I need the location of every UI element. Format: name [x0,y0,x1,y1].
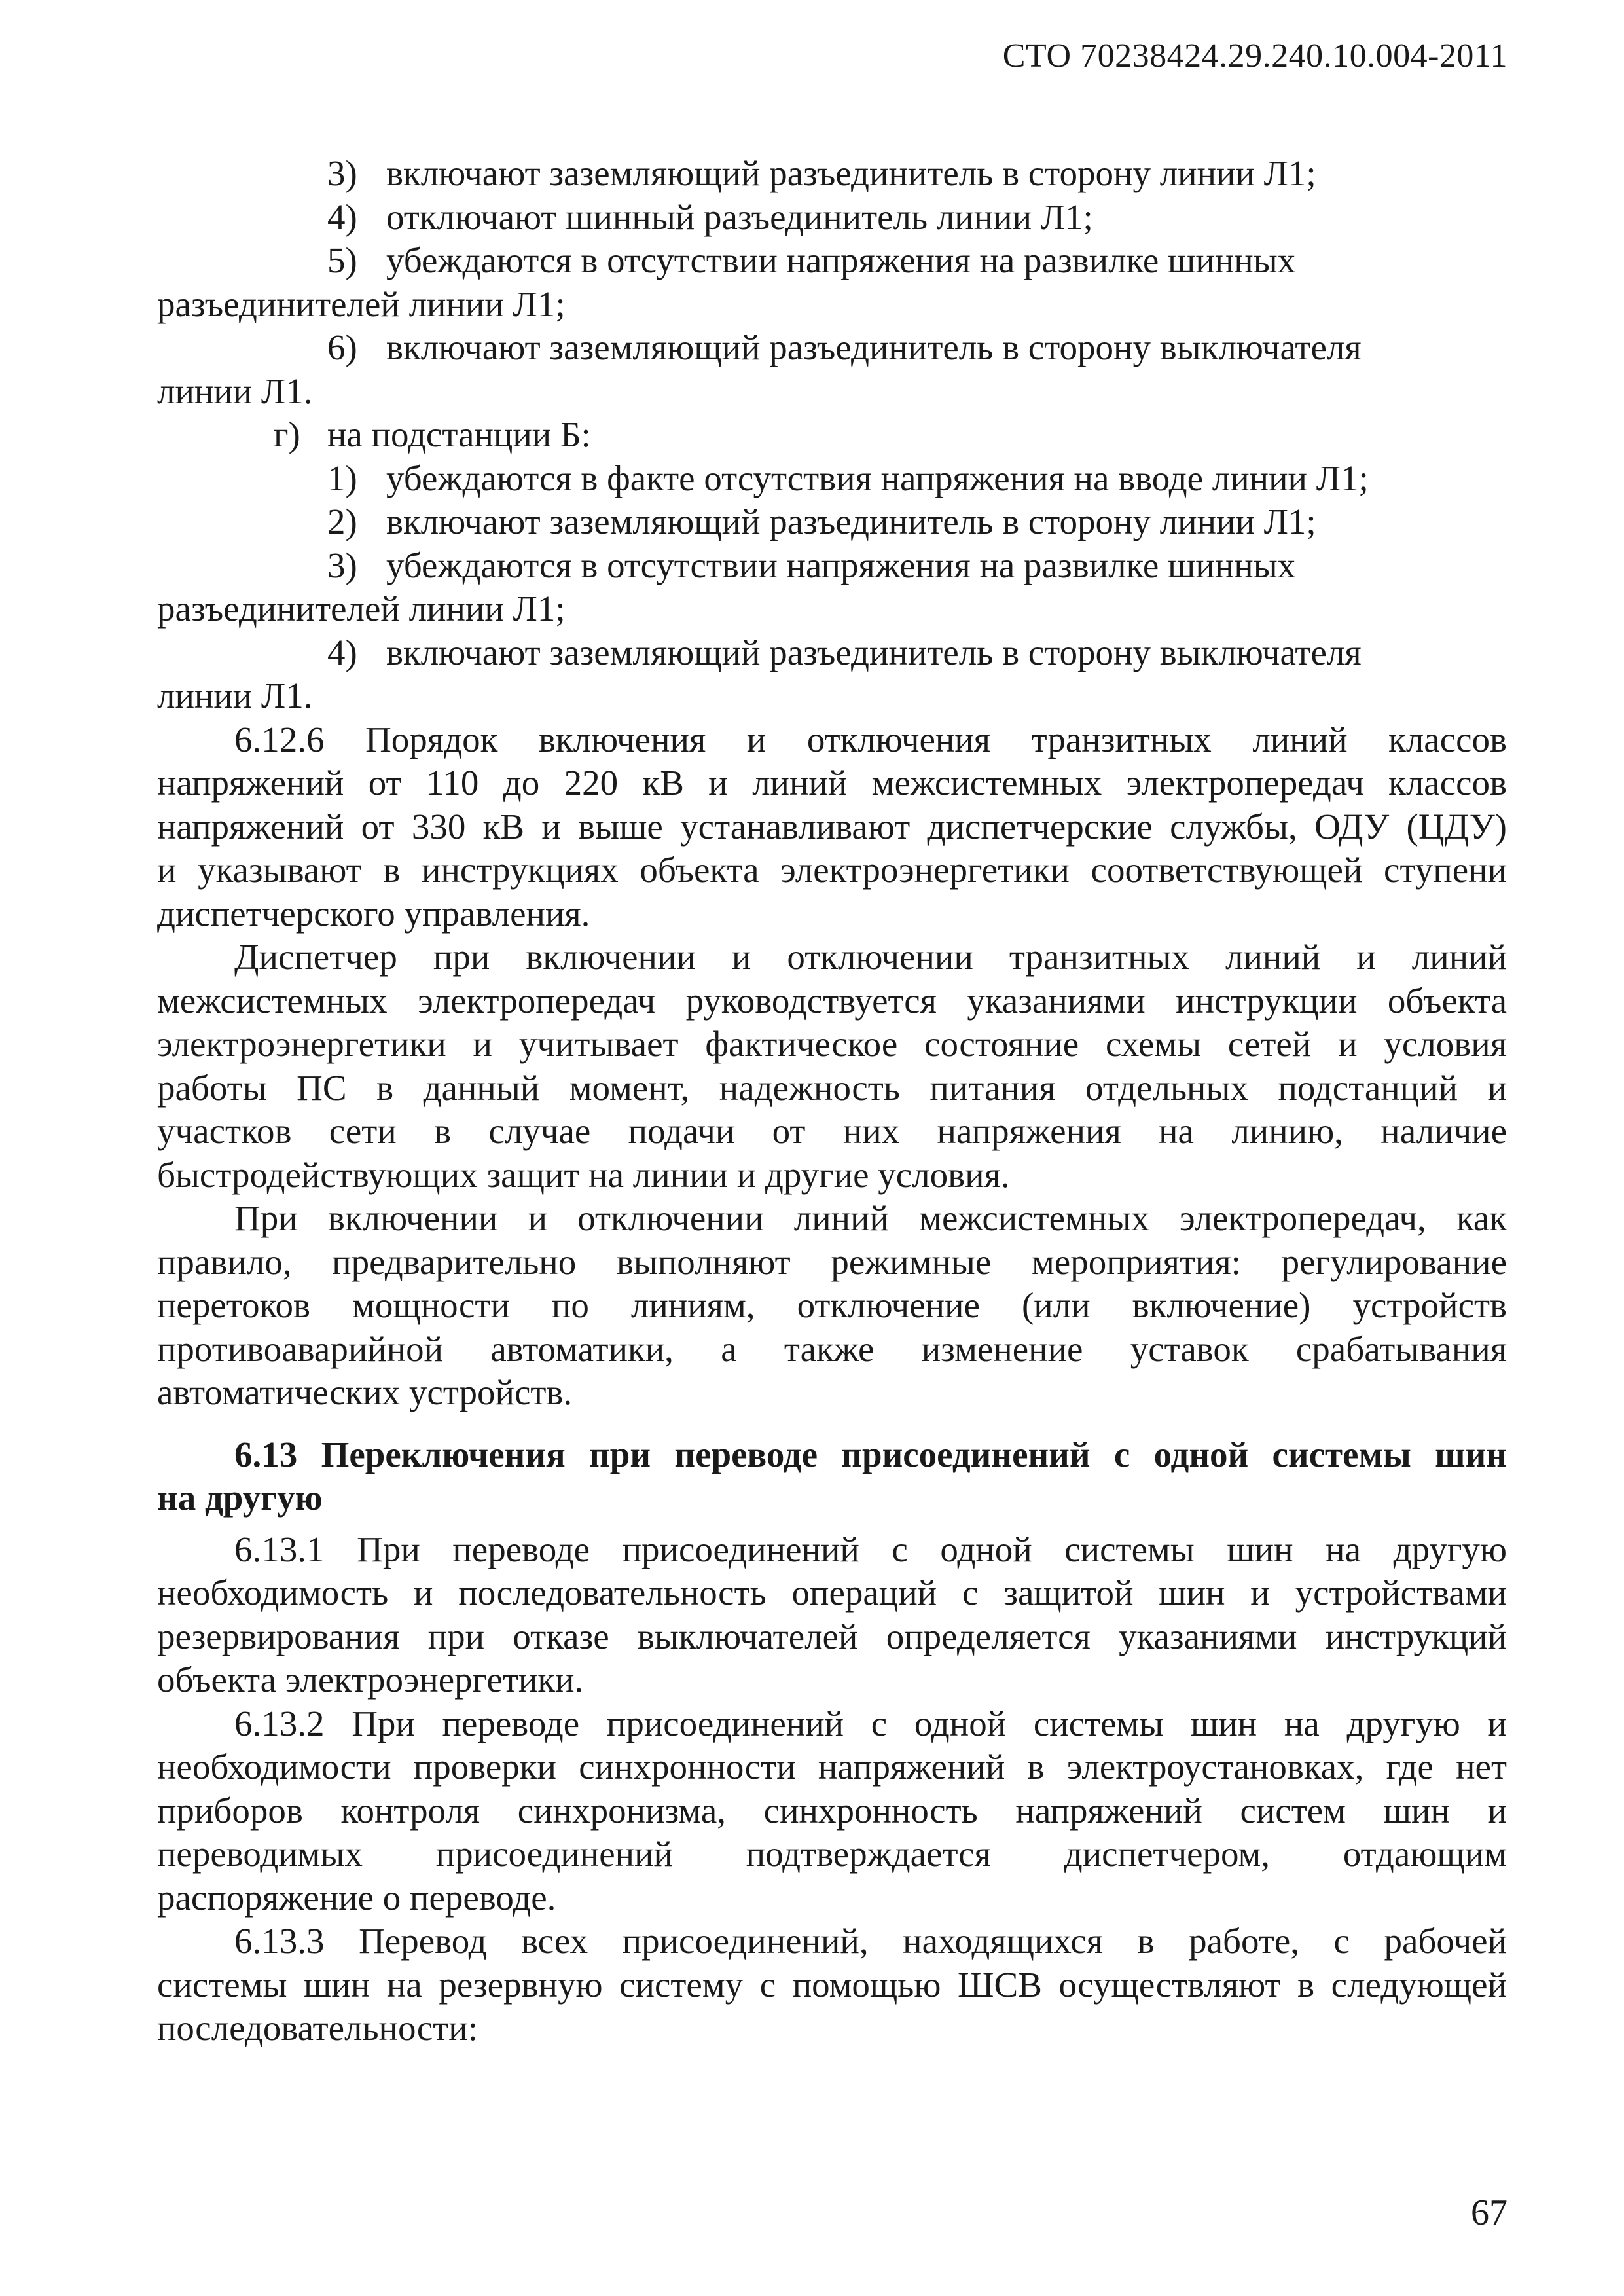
paragraph-line: противоаварийной автоматики, а также изменение уставок срабатывания [157,1328,1507,1369]
paragraph-line: напряжений от 110 до 220 кВ и линий межсистемных электропередач классов [157,763,1507,803]
paragraph-line: необходимость и последовательность операций с защитой шин и устройствами [157,1573,1507,1613]
list-item: 5) убеждаются в отсутствии напряжения на развилке шинных [327,240,1296,280]
paragraph-line: работы ПС в данный момент, надежность питания отдельных подстанций и [157,1067,1507,1108]
paragraph-line: 6.13.3 Перевод всех присоединений, находящихся в работе, с рабочей [234,1921,1507,1961]
paragraph-line: последовательности: [157,2008,478,2048]
list-item: 2) включают заземляющий разъединитель в сторону линии Л1; [327,501,1316,541]
substation-b-section [157,413,1507,718]
paragraph-line: перетоков мощности по линиям, отключение (или включение) устройств [157,1285,1507,1325]
list-item: 3) убеждаются в отсутствии напряжения на развилке шинных [327,545,1296,585]
paragraph-line: правило, предварительно выполняют режимные мероприятия: регулирование [157,1241,1507,1282]
paragraph-6-13-1 [157,1528,1507,1702]
paragraph-line: объекта электроэнергетики. [157,1660,584,1700]
list-item-continuation: линии Л1. [157,676,313,716]
paragraph-line: электроэнергетики и учитывает фактическое состояние схемы сетей и условия [157,1024,1507,1064]
list-item-continuation: разъединителей линии Л1; [157,283,566,324]
paragraph-line: 6.13.1 При переводе присоединений с одной системы шин на другую [234,1529,1507,1569]
list-item: 1) убеждаются в факте отсутствия напряжения на вводе линии Л1; [327,458,1369,498]
paragraph-line: 6.13.2 При переводе присоединений с одной системы шин на другую и [234,1703,1507,1743]
paragraph-line: системы шин на резервную систему с помощью ШСВ осуществляют в следующей [157,1964,1507,2005]
list-item-continuation: линии Л1. [157,371,313,411]
list-top [157,152,1507,413]
list-item: 3) включают заземляющий разъединитель в сторону линии Л1; [327,153,1316,193]
list-item: 6) включают заземляющий разъединитель в сторону выключателя [327,327,1362,367]
paragraph-line: автоматических устройств. [157,1372,573,1412]
paragraph-6-13-3 [157,1920,1507,2050]
paragraph-line: и указывают в инструкциях объекта электроэнергетики соответствующей ступени [157,850,1507,890]
paragraph-line: резервирования при отказе выключателей определяется указаниями инструкций [157,1616,1507,1656]
paragraph-6-12-6 [157,718,1507,936]
paragraph-line: участков сети в случае подачи от них напряжения на линию, наличие [157,1111,1507,1151]
substation-b-heading: г) на подстанции Б: [274,414,591,454]
paragraph-line: диспетчерского управления. [157,893,590,934]
paragraph-dispatcher [157,936,1507,1197]
page-content [157,152,1507,2050]
list-item: 4) отключают шинный разъединитель линии Л1; [327,196,1093,237]
paragraph-line: приборов контроля синхронизма, синхронность напряжений систем шин и [157,1790,1507,1831]
standard-code: СТО 70238424.29.240.10.004-2011 [1002,37,1507,75]
paragraph-line: При включении и отключении линий межсистемных электропередач, как [234,1198,1507,1238]
heading-line: 6.13 Переключения при переводе присоединений с одной системы шин [234,1434,1507,1474]
paragraph-line: переводимых присоединений подтверждается диспетчером, отдающим [157,1834,1507,1874]
page-number: 67 [1471,2193,1507,2233]
paragraph-6-13-2 [157,1702,1507,1920]
heading-line: на другую [157,1478,323,1518]
paragraph-line: Диспетчер при включении и отключении транзитных линий и линий [234,937,1507,977]
paragraph-line: межсистемных электропередач руководствуется указаниями инструкции объекта [157,980,1507,1021]
paragraph-line: быстродействующих защит на линии и другие условия. [157,1154,1010,1195]
paragraph-line: распоряжение о переводе. [157,1877,556,1918]
paragraph-line: необходимости проверки синхронности напряжений в электроустановках, где нет [157,1747,1507,1787]
paragraph-line: напряжений от 330 кВ и выше устанавливают диспетчерские службы, ОДУ (ЦДУ) [157,806,1507,847]
paragraph-line: 6.12.6 Порядок включения и отключения транзитных линий классов [234,719,1507,759]
list-item: 4) включают заземляющий разъединитель в сторону выключателя [327,632,1362,672]
section-heading-6-13 [157,1433,1507,1520]
paragraph-interconnect [157,1197,1507,1415]
list-item-continuation: разъединителей линии Л1; [157,589,566,629]
